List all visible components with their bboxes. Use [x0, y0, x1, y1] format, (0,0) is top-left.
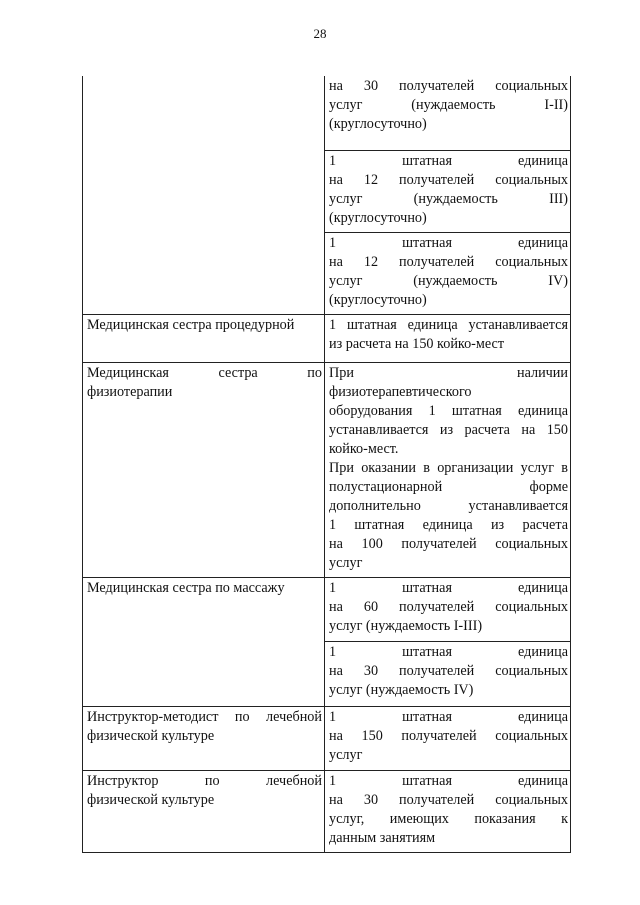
norm-line: на 30 получателей социальных	[329, 78, 568, 94]
norm-line: оборудования 1 штатная единица	[329, 402, 568, 419]
table-row	[83, 577, 571, 641]
position-title-line: физиотерапии	[87, 383, 173, 400]
norm-line: услуг (нуждаемость I-III)	[329, 617, 483, 634]
position-title-line: Инструктор по лечебной	[87, 772, 322, 789]
norm-line: устанавливается из расчета на 150	[329, 421, 568, 438]
norm-line: услуг (нуждаемость III)	[329, 190, 568, 207]
position-title: Медицинская сестра процедурной	[87, 316, 295, 333]
norm-cell	[325, 232, 571, 314]
norm-line: При наличии	[329, 364, 568, 381]
norm-line: При оказании в организации услуг в	[329, 459, 568, 476]
position-cell	[83, 362, 325, 577]
norm-line: 1 штатная единица	[329, 579, 568, 596]
position-cell	[83, 706, 325, 770]
norm-line: на 60 получателей социальных	[329, 598, 568, 615]
norm-line: из расчета на 150 койко-мест	[329, 335, 505, 352]
page-number: 28	[313, 26, 327, 41]
norm-line: (круглосуточно)	[329, 209, 427, 226]
norm-cell	[325, 577, 571, 641]
staffing-norms-table	[82, 76, 571, 853]
norm-line: физиотерапевтического	[329, 383, 472, 400]
norm-line: на 150 получателей социальных	[329, 727, 568, 744]
norm-line: услуг	[329, 554, 363, 571]
norm-line: 1 штатная единица	[329, 708, 568, 725]
position-cell-continued	[83, 76, 325, 314]
norm-cell	[325, 150, 571, 232]
position-title-line: Медицинская сестра по	[87, 364, 322, 381]
position-title-line: Инструктор-методист по лечебной	[87, 708, 322, 725]
norm-line: 1 штатная единица	[329, 772, 568, 789]
table-row	[83, 362, 571, 577]
norm-line: (круглосуточно)	[329, 291, 427, 308]
norm-line: на 100 получателей социальных	[329, 535, 568, 552]
norm-line: на 30 получателей социальных	[329, 662, 568, 679]
norm-line: 1 штатная единица	[329, 643, 568, 660]
norm-cell	[325, 641, 571, 706]
position-title-line: физической культуре	[87, 727, 215, 744]
norm-cell	[325, 706, 571, 770]
norm-line: на 12 получателей социальных	[329, 253, 568, 270]
norm-cell	[325, 314, 571, 362]
table-row	[83, 706, 571, 770]
norm-line: (круглосуточно)	[329, 116, 427, 132]
norm-line: 1 штатная единица	[329, 152, 568, 169]
table-row	[83, 770, 571, 852]
position-cell	[83, 577, 325, 706]
norm-line: услуг (нуждаемость IV)	[329, 681, 474, 698]
norm-line: 1 штатная единица	[329, 234, 568, 251]
norm-line: 1 штатная единица устанавливается	[329, 316, 568, 333]
norm-line: услуг (нуждаемость I-II)	[329, 97, 568, 113]
norm-line: полустационарной форме	[329, 478, 568, 495]
norm-cell	[325, 362, 571, 577]
table-row	[83, 314, 571, 362]
norm-line: на 12 получателей социальных	[329, 171, 568, 188]
norm-line: 1 штатная единица из расчета	[329, 516, 568, 533]
position-cell	[83, 770, 325, 852]
norm-line: услуг (нуждаемость IV)	[329, 272, 568, 289]
position-title: Медицинская сестра по массажу	[87, 579, 285, 596]
norm-line: данным занятиям	[329, 829, 436, 846]
norm-cell	[325, 76, 571, 150]
norm-line: услуг	[329, 746, 363, 763]
position-title-line: физической культуре	[87, 791, 215, 808]
position-cell	[83, 314, 325, 362]
table-row	[83, 76, 571, 150]
norm-line: услуг, имеющих показания к	[329, 810, 568, 827]
norm-line: дополнительно устанавливается	[329, 497, 568, 514]
norm-line: койко-мест.	[329, 440, 399, 457]
norm-line: на 30 получателей социальных	[329, 791, 568, 808]
norm-cell	[325, 770, 571, 852]
